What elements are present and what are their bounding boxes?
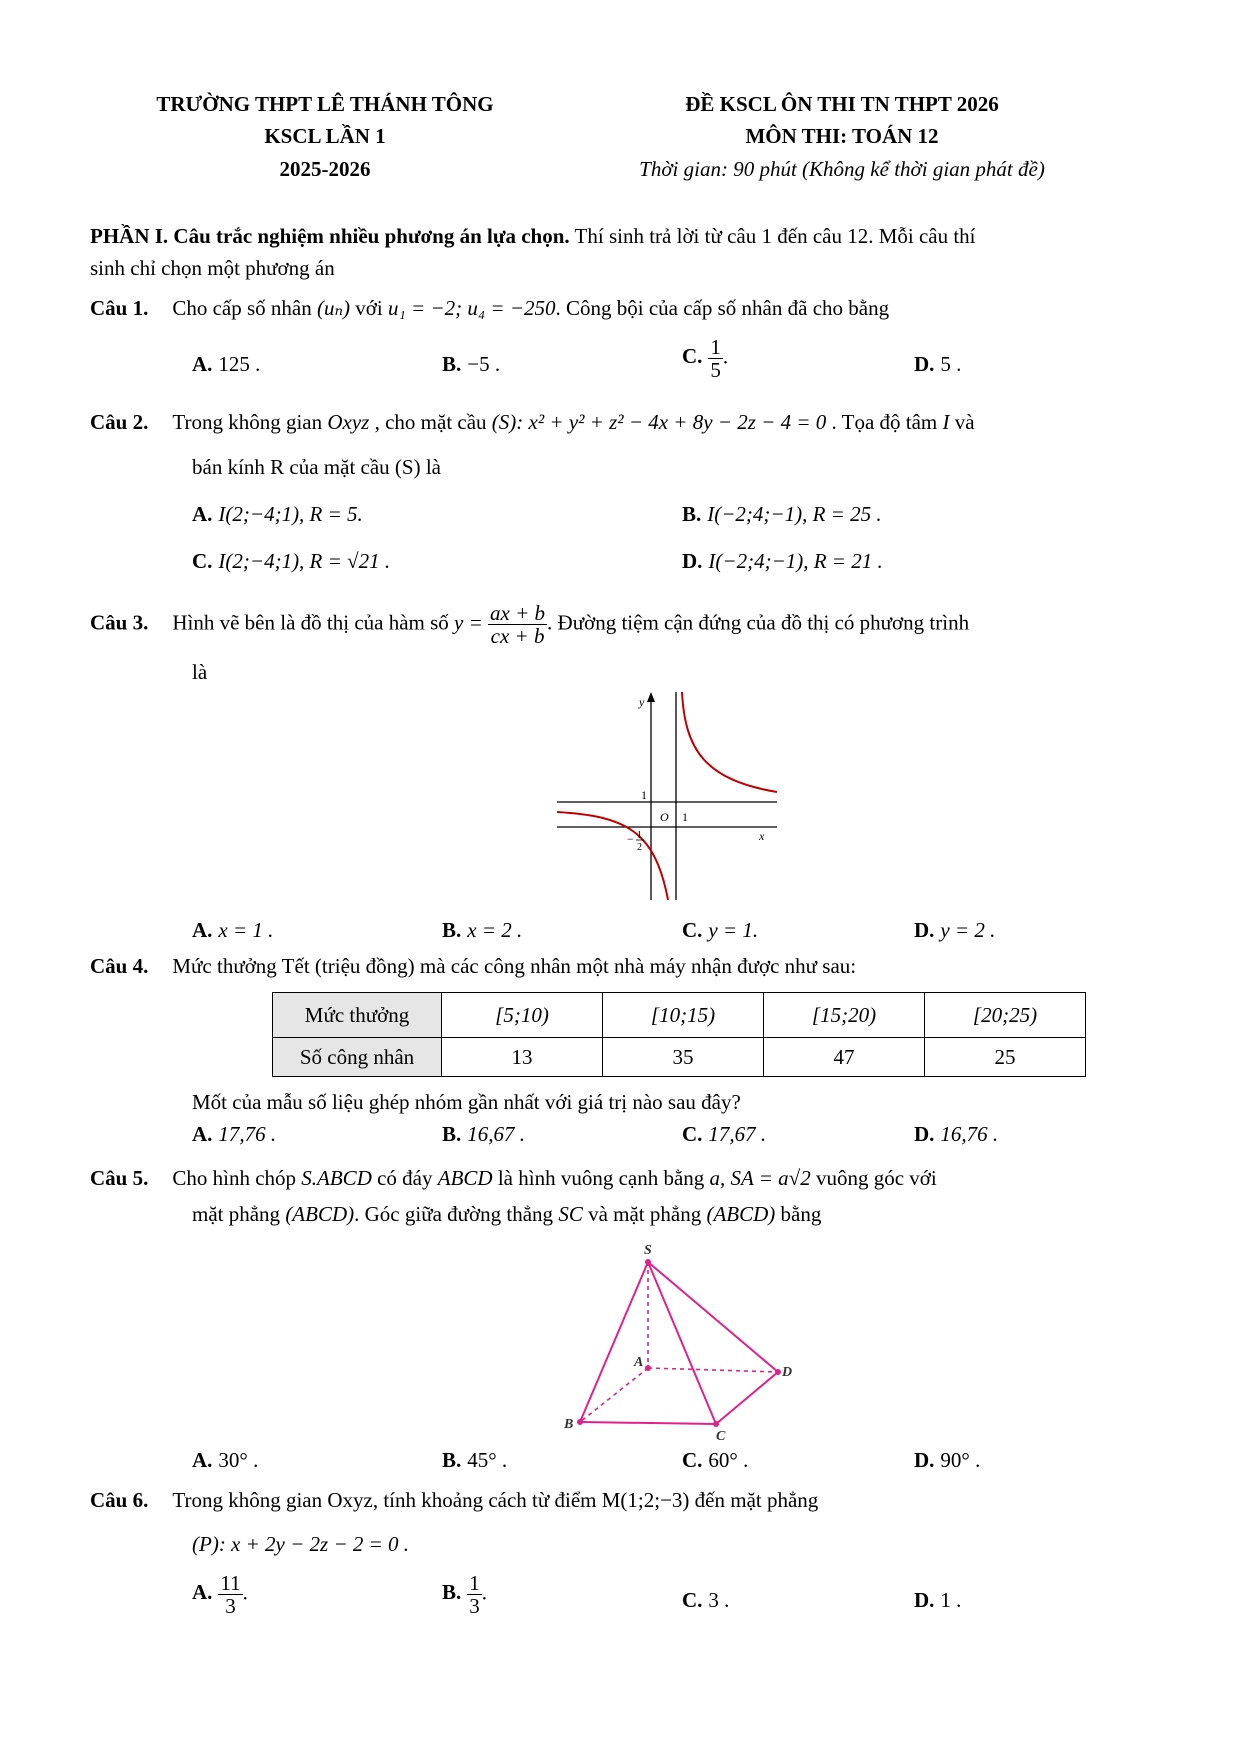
q5-d-text: 90° . — [940, 1448, 981, 1472]
q2-a-text: I(2;−4;1), R = 5. — [218, 502, 363, 526]
q3-stem-line1 — [90, 602, 969, 647]
q5-a: a, — [709, 1166, 726, 1190]
q1-a-text: 125 . — [218, 352, 261, 376]
table-head-bonus: Mức thưởng — [273, 993, 442, 1038]
q4-option-a[interactable]: A. 17,76 . — [192, 1122, 277, 1146]
part1-line1 — [90, 224, 976, 249]
q3-text-a: Hình vẽ bên là đồ thị của hàm số — [172, 610, 455, 635]
table-bin: [5;10) — [442, 993, 603, 1038]
q5-b-text: 45° . — [467, 1448, 508, 1472]
point-a — [645, 1365, 651, 1371]
q1-c-num: 1 — [710, 335, 721, 359]
edge-ad — [648, 1368, 778, 1372]
q5-a-text: 30° . — [218, 1448, 259, 1472]
edge-sb — [580, 1262, 648, 1422]
part1-title: PHẦN I. Câu trắc nghiệm nhiều phương án lựa chọn. — [90, 224, 570, 248]
q3-stem-line2: là — [192, 660, 208, 684]
q3-c-text: y = 1. — [708, 918, 759, 942]
origin-label: O — [660, 810, 669, 824]
q1-cond: u₁ = −2; u₄ = −250 — [387, 296, 556, 320]
edge-sd — [648, 1262, 778, 1372]
label-c: C — [716, 1429, 726, 1444]
q1-option-a[interactable]: A. 125 . — [192, 352, 261, 376]
q2-option-d[interactable]: D. I(−2;4;−1), R = 21 . — [682, 549, 883, 573]
q5-plane: (ABCD) — [285, 1202, 355, 1226]
q1-text-b: với — [350, 296, 388, 320]
q3-b-text: x = 2 . — [467, 918, 523, 942]
tick-half-num: 1 — [637, 830, 642, 841]
q5-plane2: (ABCD) — [706, 1202, 776, 1226]
q2-stem-line2: bán kính R của mặt cầu (S) là — [192, 455, 442, 479]
table-bin: [20;25) — [925, 993, 1086, 1038]
q1-text-c: . Công bội của cấp số nhân đã cho bằng — [555, 296, 890, 320]
q5-label: Câu 5. — [90, 1166, 149, 1190]
point-d — [775, 1369, 781, 1375]
part1-instr2: sinh chỉ chọn một phương án — [90, 256, 335, 280]
tick-neg: − — [627, 832, 634, 846]
q4-text: Mức thưởng Tết (triệu đồng) mà các công nhân một nhà máy nhận được như sau: — [172, 954, 857, 978]
q3-option-a[interactable]: A. x = 1 . — [192, 918, 274, 942]
q2-stem-line1 — [90, 410, 975, 435]
q5-l1d: vuông góc với — [810, 1166, 937, 1190]
q4-a-text: 17,76 . — [218, 1122, 277, 1146]
q2-l1d: và — [949, 410, 975, 434]
q4-d-text: 16,76 . — [940, 1122, 999, 1146]
exam-title: ĐỀ KSCL ÔN THI TN THPT 2026 — [685, 92, 999, 116]
q5-l2c: và mặt phẳng — [582, 1202, 707, 1226]
table-row — [273, 993, 1086, 1038]
table-count: 25 — [925, 1038, 1086, 1077]
table-count: 35 — [603, 1038, 764, 1077]
q6-b-den: 3 — [469, 1594, 480, 1619]
tick-x-one: 1 — [682, 810, 688, 824]
q5-l2b: . Góc giữa đường thẳng — [354, 1202, 559, 1226]
q2-i: I — [942, 410, 950, 434]
q3-a-text: x = 1 . — [218, 918, 274, 942]
q4-b-text: 16,67 . — [467, 1122, 526, 1146]
q5-abcd: ABCD — [437, 1166, 493, 1190]
edge-ab — [580, 1368, 648, 1422]
table-count: 47 — [764, 1038, 925, 1077]
q5-sa: SA = a√2 — [730, 1166, 811, 1190]
y-axis-label: y — [639, 695, 645, 709]
school-name: TRƯỜNG THPT LÊ THÁNH TÔNG — [156, 92, 494, 116]
x-axis-label: x — [759, 829, 765, 843]
q6-option-a[interactable]: A. $\frac{11}{3}$ . — [192, 1571, 248, 1619]
label-a: A — [634, 1355, 644, 1370]
table-bin: [10;15) — [603, 993, 764, 1038]
exam-time: Thời gian: 90 phút (Không kể thời gian phát đề) — [639, 157, 1045, 181]
q4-c-text: 17,67 . — [708, 1122, 767, 1146]
q2-l1c: . Tọa độ tâm — [826, 410, 943, 434]
q5-l1c: là hình vuông cạnh bằng — [492, 1166, 710, 1190]
q1-b-text: −5 . — [467, 352, 501, 376]
tick-y-one: 1 — [641, 788, 647, 802]
q1-text-a: Cho cấp số nhân — [172, 296, 318, 320]
q2-l1b: , cho mặt cầu — [369, 410, 492, 434]
q5-option-c[interactable]: C. 60° . — [682, 1448, 749, 1472]
q6-b-num: 1 — [469, 1571, 480, 1595]
q2-oxyz: Oxyz — [327, 410, 370, 434]
q3-option-c[interactable]: C. y = 1. — [682, 918, 759, 942]
hyperbola-graph — [555, 690, 785, 910]
q3-text-b: . Đường tiệm cận đứng của đồ thị có phương trình — [547, 610, 970, 635]
q5-stem-line1 — [90, 1166, 937, 1191]
tick-half-den: 2 — [637, 842, 642, 853]
q5-sabcd: S.ABCD — [301, 1166, 372, 1190]
q5-option-a[interactable]: A. 30° . — [192, 1448, 259, 1472]
exam-subject: MÔN THI: TOÁN 12 — [745, 124, 939, 148]
q5-l1a: Cho hình chóp — [172, 1166, 302, 1190]
q6-option-c[interactable]: C. 3 . — [682, 1588, 730, 1612]
q6-stem-line2: (P): x + 2y − 2z − 2 = 0 . — [192, 1532, 410, 1556]
q2-label: Câu 2. — [90, 410, 149, 434]
q4-question: Mốt của mẫu số liệu ghép nhóm gần nhất với giá trị nào sau đây? — [192, 1090, 741, 1114]
q2-option-c[interactable]: C. I(2;−4;1), R = √21 . — [192, 549, 391, 573]
frequency-table — [272, 992, 1086, 1077]
q1-label: Câu 1. — [90, 296, 149, 320]
edge-bc — [580, 1422, 716, 1424]
point-b — [577, 1419, 583, 1425]
q2-equation: (S): x² + y² + z² − 4x + 8y − 2z − 4 = 0 — [491, 410, 827, 434]
q6-l1: Trong không gian Oxyz, tính khoảng cách từ điểm M(1;2;−3) đến mặt phẳng — [172, 1488, 819, 1512]
label-b: B — [564, 1417, 574, 1432]
q2-l1a: Trong không gian — [172, 410, 328, 434]
q5-l2d: bằng — [775, 1202, 822, 1226]
q3-frac — [488, 602, 547, 647]
q1-c-den: 5 — [710, 358, 721, 383]
q4-stem — [90, 954, 856, 979]
q1-c-frac — [708, 336, 723, 381]
q6-a-den: 3 — [225, 1594, 236, 1619]
q3-d-text: y = 2 . — [940, 918, 996, 942]
right-branch — [682, 692, 777, 792]
q6-option-d[interactable]: D. 1 . — [914, 1588, 962, 1612]
q4-label: Câu 4. — [90, 954, 149, 978]
q1-stem — [90, 296, 889, 321]
q3-option-b[interactable]: B. x = 2 . — [442, 918, 523, 942]
table-count: 13 — [442, 1038, 603, 1077]
q4-option-c[interactable]: C. 17,67 . — [682, 1122, 767, 1146]
q1-seq: (uₙ) — [317, 296, 351, 320]
q6-a-num: 11 — [220, 1571, 241, 1595]
q1-d-text: 5 . — [940, 352, 962, 376]
pyramid-figure — [552, 1240, 802, 1450]
q5-sc: SC — [558, 1202, 583, 1226]
q2-option-a[interactable]: A. I(2;−4;1), R = 5. — [192, 502, 363, 526]
q1-option-b[interactable]: B. −5 . — [442, 352, 501, 376]
q2-b-text: I(−2;4;−1), R = 25 . — [707, 502, 882, 526]
q6-d-text: 1 . — [940, 1588, 962, 1612]
q6-stem-line1 — [90, 1488, 818, 1513]
table-row — [273, 1038, 1086, 1077]
q5-stem-line2 — [192, 1202, 821, 1227]
school-year: 2025-2026 — [279, 157, 371, 181]
table-head-workers: Số công nhân — [273, 1038, 442, 1077]
point-c — [713, 1421, 719, 1427]
q5-option-b[interactable]: B. 45° . — [442, 1448, 508, 1472]
edge-sc — [648, 1262, 716, 1424]
q3-option-d[interactable]: D. y = 2 . — [914, 918, 996, 942]
label-d: D — [782, 1365, 793, 1380]
label-s: S — [644, 1243, 652, 1258]
q6-c-text: 3 . — [708, 1588, 730, 1612]
q6-option-b[interactable]: B. $\frac{1}{3}$ . — [442, 1571, 488, 1619]
q5-option-d[interactable]: D. 90° . — [914, 1448, 981, 1472]
q3-num: ax + b — [490, 601, 546, 625]
q5-l1b: có đáy — [371, 1166, 438, 1190]
exam-round: KSCL LẦN 1 — [264, 124, 386, 148]
q5-c-text: 60° . — [708, 1448, 749, 1472]
q4-option-b[interactable]: B. 16,67 . — [442, 1122, 526, 1146]
q3-label: Câu 3. — [90, 610, 149, 635]
edge-cd — [716, 1372, 778, 1424]
table-bin: [15;20) — [764, 993, 925, 1038]
q2-option-b[interactable]: B. I(−2;4;−1), R = 25 . — [682, 502, 882, 526]
q1-option-d[interactable]: D. 5 . — [914, 352, 962, 376]
q5-l2a: mặt phẳng — [192, 1202, 286, 1226]
q1-option-c[interactable]: C. $\frac{1}{5}$ . — [682, 335, 729, 383]
point-s — [645, 1259, 651, 1265]
q6-b-frac — [467, 1572, 482, 1617]
q4-option-d[interactable]: D. 16,76 . — [914, 1122, 999, 1146]
q2-c-text: I(2;−4;1), R = √21 . — [218, 549, 391, 573]
q2-d-text: I(−2;4;−1), R = 21 . — [708, 549, 883, 573]
part1-instr: Thí sinh trả lời từ câu 1 đến câu 12. Mỗi câu thí — [569, 224, 976, 248]
y-axis-arrow-icon — [647, 692, 655, 702]
q6-a-frac — [218, 1572, 242, 1617]
q3-y: y = — [454, 610, 483, 635]
q6-label: Câu 6. — [90, 1488, 149, 1512]
q3-den: cx + b — [490, 624, 545, 649]
